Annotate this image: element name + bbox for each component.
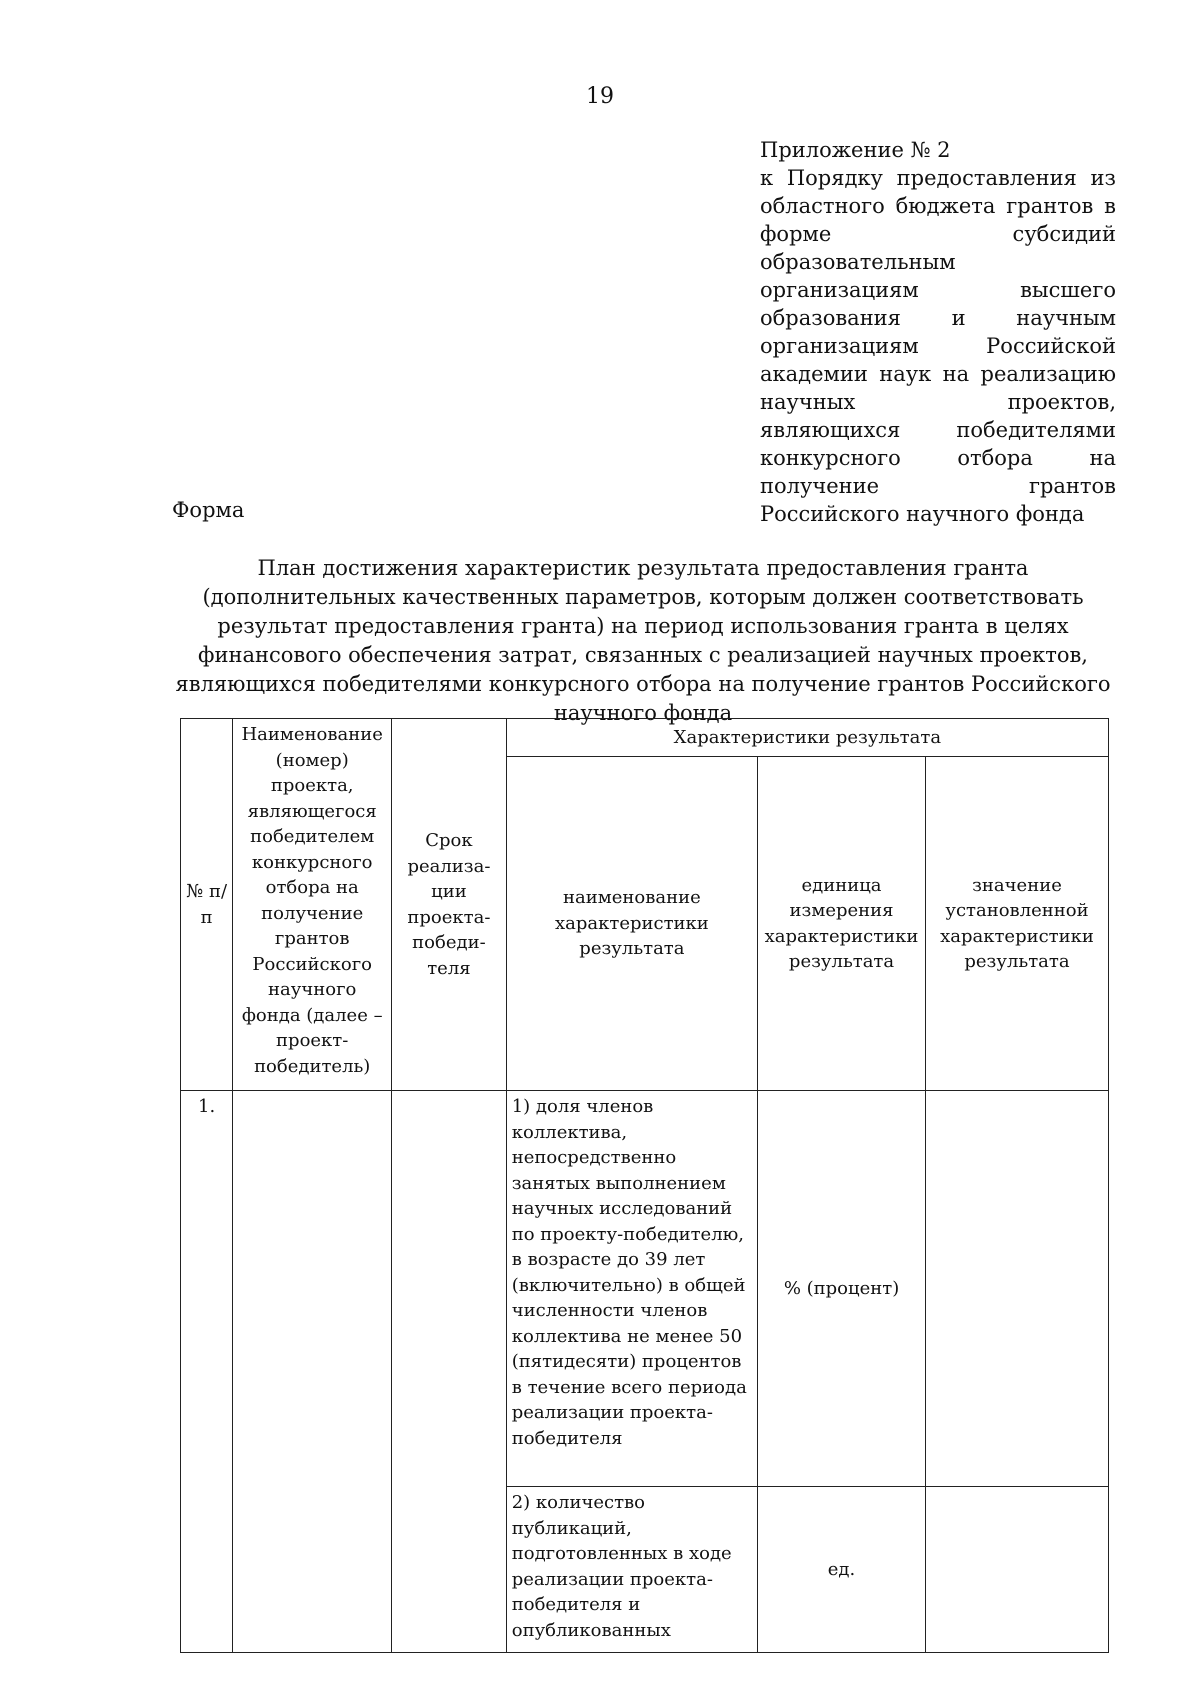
appendix-text: к Порядку предоставления из областного бюджета грантов в форме субсидий образовательным организациям высшего образования и научным организациям Российской академии наук на реализацию научных проектов, являющихся победителями конкурсного отбора на получение грантов Российского научного фонда [760, 166, 1116, 526]
row-num: 1. [181, 1091, 233, 1653]
row-term [392, 1091, 507, 1653]
header-num: № п/п [181, 719, 233, 1091]
appendix-title: Приложение № 2 [760, 138, 951, 162]
header-characteristics-group: Характеристики результата [506, 719, 1108, 757]
char-value-cell [925, 1091, 1108, 1487]
char-unit-cell: % (процент) [758, 1091, 926, 1487]
header-char-value: значение установленной характеристики результата [925, 757, 1108, 1091]
table-row [181, 1091, 1109, 1487]
char-unit-cell: ед. [758, 1487, 926, 1653]
plan-title: План достижения характеристик результата предоставления гранта (дополнительных качественных параметров, которым должен соответствовать результат предоставления гранта) на период использования гранта в целях финансового обеспечения затрат, связанных с реализацией научных проектов, являющихся победителями конкурсного отбора на получение грантов Российского научного фонда [175, 556, 1111, 725]
header-char-name: наименование характеристики результата [506, 757, 757, 1091]
row-project [233, 1091, 392, 1653]
header-term: Срок реализа-ции проекта-победи-теля [392, 719, 507, 1091]
appendix-block [760, 136, 1116, 528]
form-label: Форма [172, 498, 245, 522]
header-char-unit: единица измерения характеристики результата [758, 757, 926, 1091]
page-number: 19 [586, 84, 614, 109]
char-name-cell: 1) доля членов коллектива, непосредственно занятых выполнением научных исследований по проекту-победителю, в возрасте до 39 лет (включительно) в общей численности членов коллектива не менее 50 (пятидесяти) процентов в течение всего периода реализации проекта-победителя [506, 1091, 757, 1487]
char-name-cell: 2) количество публикаций, подготовленных в ходе реализации проекта-победителя и опубликованных [506, 1487, 757, 1653]
header-project: Наименование (номер) проекта, являющегося победителем конкурсного отбора на получение грантов Российского научного фонда (далее – проект-победитель) [233, 719, 392, 1091]
char-value-cell [925, 1487, 1108, 1653]
plan-table [180, 718, 1109, 1653]
